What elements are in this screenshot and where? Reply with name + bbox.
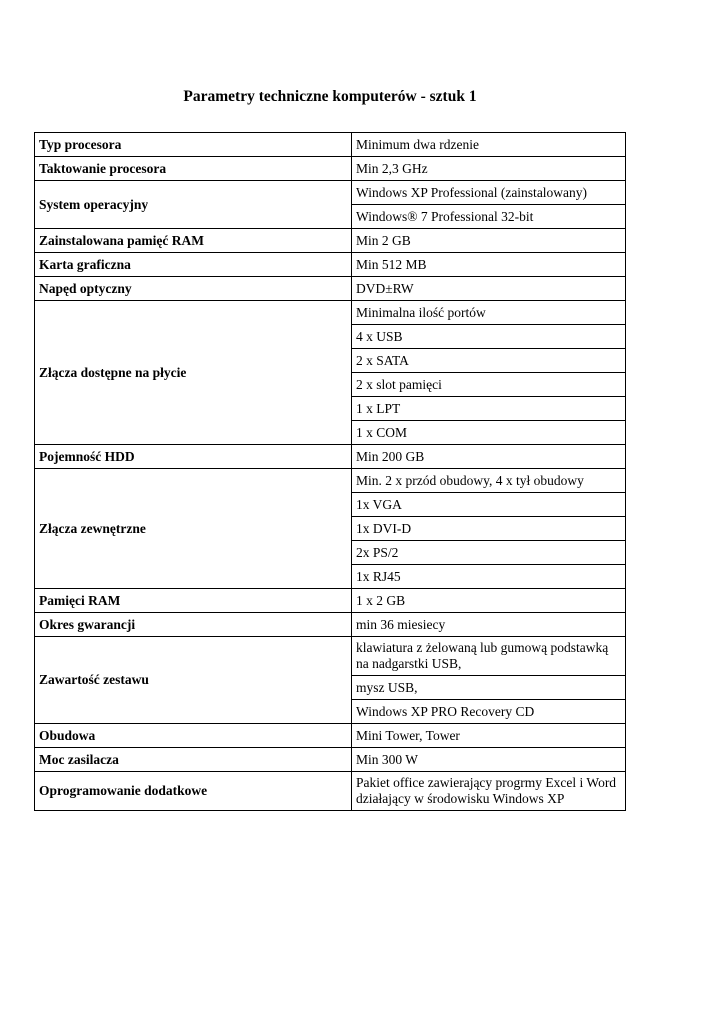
spec-value: Windows XP Professional (zainstalowany) [352,181,626,205]
spec-value: 1 x COM [352,421,626,445]
table-row [35,133,626,157]
table-row [35,277,626,301]
table-row [35,637,626,676]
table-row [35,445,626,469]
table-row [35,157,626,181]
spec-table [34,132,626,811]
spec-value: 1x VGA [352,493,626,517]
spec-label: Napęd optyczny [35,277,352,301]
spec-value: 4 x USB [352,325,626,349]
spec-value: 2 x slot pamięci [352,373,626,397]
spec-label: Okres gwarancji [35,613,352,637]
spec-label: Karta graficzna [35,253,352,277]
table-row [35,589,626,613]
spec-value: 1 x 2 GB [352,589,626,613]
spec-label: Pojemność HDD [35,445,352,469]
spec-value: Windows® 7 Professional 32-bit [352,205,626,229]
spec-label: Taktowanie procesora [35,157,352,181]
spec-value: Windows XP PRO Recovery CD [352,700,626,724]
spec-label: Zainstalowana pamięć RAM [35,229,352,253]
spec-value: 1 x LPT [352,397,626,421]
spec-label: Moc zasilacza [35,748,352,772]
spec-value: Min 512 MB [352,253,626,277]
table-row [35,301,626,325]
spec-value: min 36 miesiecy [352,613,626,637]
spec-value: 1x DVI-D [352,517,626,541]
spec-value: Min. 2 x przód obudowy, 4 x tył obudowy [352,469,626,493]
spec-value: Min 300 W [352,748,626,772]
spec-value: Min 2 GB [352,229,626,253]
table-row [35,724,626,748]
page-title: Parametry techniczne komputerów - sztuk 1 [183,88,477,105]
spec-label: Złącza dostępne na płycie [35,301,352,445]
table-row [35,772,626,811]
spec-value: 2x PS/2 [352,541,626,565]
spec-value: DVD±RW [352,277,626,301]
table-row [35,229,626,253]
table-row [35,181,626,205]
spec-value: Minimum dwa rdzenie [352,133,626,157]
spec-value: Pakiet office zawierający progrmy Excel i Word działający w środowisku Windows XP [352,772,626,811]
table-row [35,613,626,637]
spec-value: 2 x SATA [352,349,626,373]
spec-label: Typ procesora [35,133,352,157]
spec-value: Minimalna ilość portów [352,301,626,325]
spec-value: Mini Tower, Tower [352,724,626,748]
spec-label: Zawartość zestawu [35,637,352,724]
spec-label: Oprogramowanie dodatkowe [35,772,352,811]
table-row [35,748,626,772]
table-row [35,253,626,277]
table-row [35,469,626,493]
spec-value: 1x RJ45 [352,565,626,589]
spec-value: mysz USB, [352,676,626,700]
spec-label: System operacyjny [35,181,352,229]
spec-table-body [35,133,626,811]
spec-label: Złącza zewnętrzne [35,469,352,589]
spec-label: Obudowa [35,724,352,748]
spec-value: klawiatura z żelowaną lub gumową podstawką na nadgarstki USB, [352,637,626,676]
spec-value: Min 200 GB [352,445,626,469]
spec-value: Min 2,3 GHz [352,157,626,181]
spec-label: Pamięci RAM [35,589,352,613]
